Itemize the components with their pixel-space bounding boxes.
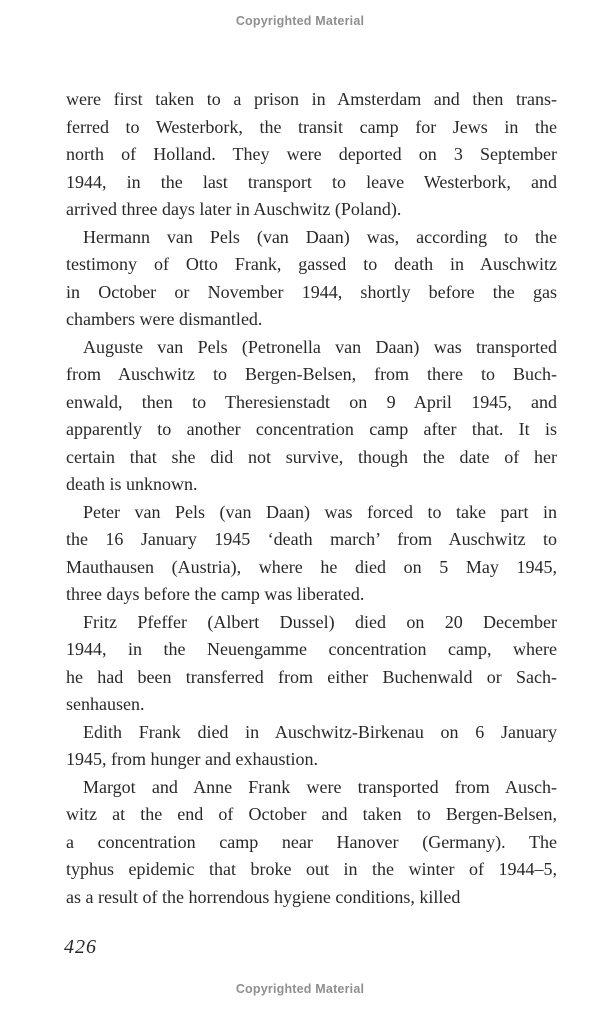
text-line: witz at the end of October and taken to Bergen-Belsen, bbox=[66, 804, 557, 824]
paragraph bbox=[66, 224, 557, 334]
paragraph bbox=[66, 499, 557, 609]
text-line: Mauthausen (Austria), where he died on 5 May 1945, bbox=[66, 556, 557, 577]
text-line: chambers were dismantled. bbox=[66, 309, 263, 329]
text-line: Peter van Pels (van Daan) was forced to take part in bbox=[83, 501, 557, 522]
text-line: were first taken to a prison in Amsterdam and then trans- bbox=[66, 89, 557, 109]
text-line: three days before the camp was liberated. bbox=[66, 584, 365, 604]
text-line: 1945, from hunger and exhaustion. bbox=[66, 749, 318, 769]
text-line: Margot and Anne Frank were transported from Ausch- bbox=[83, 776, 557, 797]
body-text bbox=[66, 86, 557, 911]
text-line: senhausen. bbox=[66, 694, 145, 714]
text-line: 1944, in the Neuengamme concentration camp, where bbox=[66, 639, 557, 659]
text-line: ferred to Westerbork, the transit camp for Jews in the bbox=[66, 116, 557, 137]
text-line: Auguste van Pels (Petronella van Daan) was transported bbox=[83, 336, 557, 357]
paragraph bbox=[66, 719, 557, 774]
paragraph bbox=[66, 609, 557, 719]
text-line: he had been transferred from either Buchenwald or Sach- bbox=[66, 666, 557, 687]
paragraph bbox=[66, 334, 557, 499]
text-line: as a result of the horrendous hygiene conditions, killed bbox=[66, 886, 461, 907]
text-line: 1944, in the last transport to leave Westerbork, and bbox=[66, 171, 557, 192]
text-line: death is unknown. bbox=[66, 474, 198, 494]
text-line: Fritz Pfeffer (Albert Dussel) died on 20 December bbox=[83, 611, 557, 632]
text-line: Hermann van Pels (van Daan) was, according to the bbox=[83, 226, 557, 247]
text-line: testimony of Otto Frank, gassed to death in Auschwitz bbox=[66, 254, 557, 274]
copyright-watermark-bottom: Copyrighted Material bbox=[235, 982, 365, 996]
text-line: the 16 January 1945 ‘death march’ from Auschwitz to bbox=[66, 529, 557, 549]
text-line: apparently to another concentration camp after that. It is bbox=[66, 419, 557, 439]
paragraph bbox=[66, 774, 557, 912]
text-line: certain that she did not survive, though the date of her bbox=[66, 446, 557, 467]
page-number: 426 bbox=[64, 936, 97, 958]
copyright-watermark-top: Copyrighted Material bbox=[235, 14, 365, 28]
text-line: north of Holland. They were deported on 3 September bbox=[66, 144, 557, 164]
text-line: arrived three days later in Auschwitz (Poland). bbox=[66, 199, 402, 219]
text-line: typhus epidemic that broke out in the winter of 1944–5, bbox=[66, 859, 557, 879]
text-line: from Auschwitz to Bergen-Belsen, from there to Buch- bbox=[66, 364, 557, 384]
text-line: a concentration camp near Hanover (Germany). The bbox=[66, 831, 557, 852]
text-line: Edith Frank died in Auschwitz-Birkenau on 6 January bbox=[83, 721, 557, 742]
text-line: enwald, then to Theresienstadt on 9 April 1945, and bbox=[66, 391, 557, 412]
text-line: in October or November 1944, shortly before the gas bbox=[66, 281, 557, 302]
paragraph bbox=[66, 86, 557, 224]
